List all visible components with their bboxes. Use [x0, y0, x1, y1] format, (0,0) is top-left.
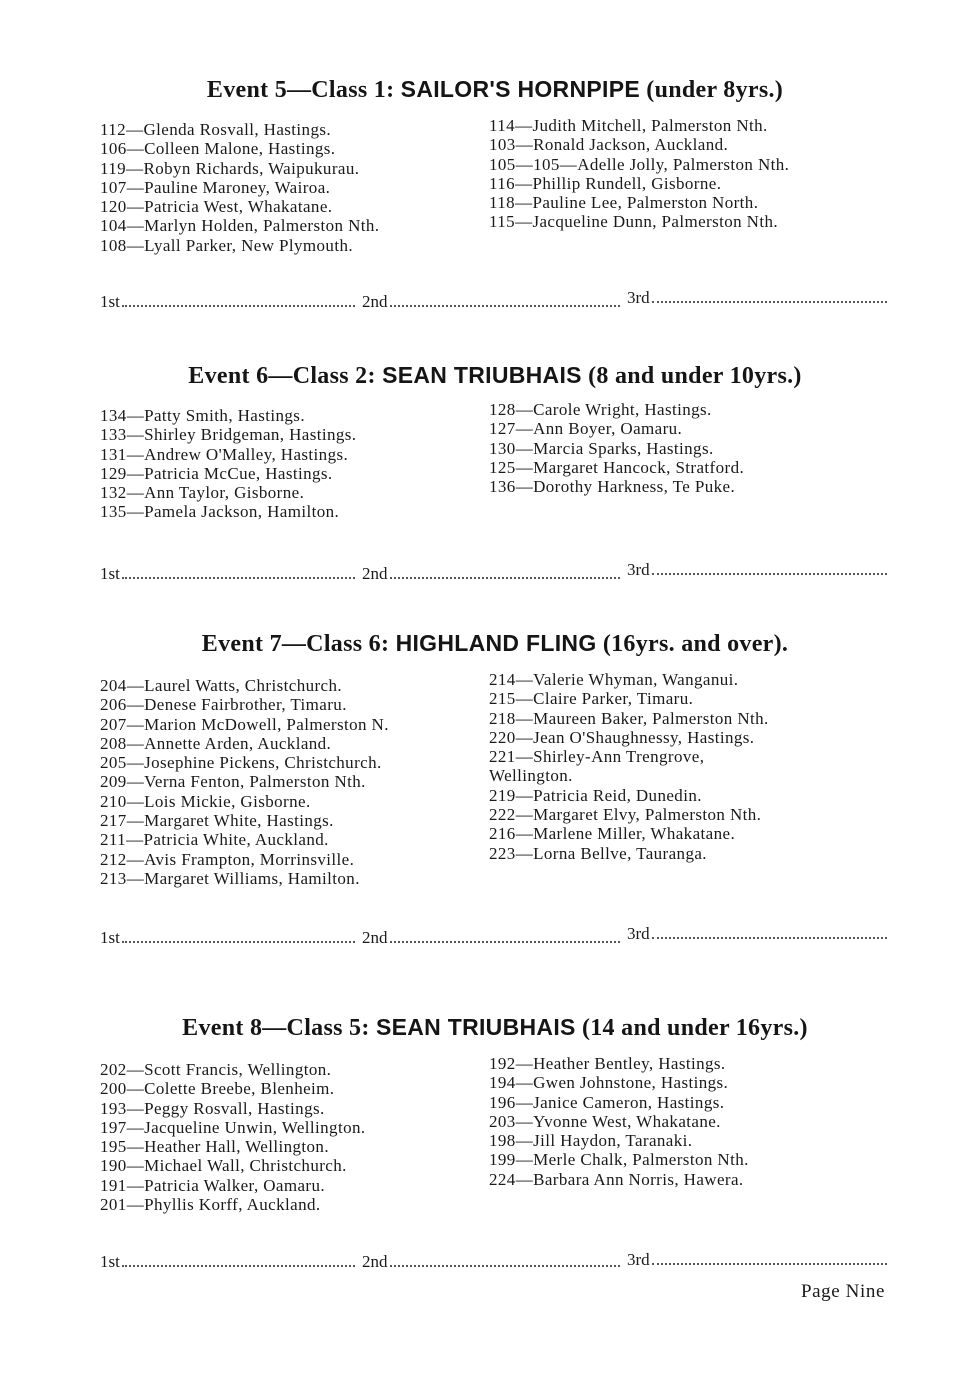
third-place-label: 3rd [627, 1250, 650, 1269]
first-place-label: 1st [100, 564, 120, 583]
entrant-item: 192—Heather Bentley, Hastings. [489, 1054, 726, 1073]
entrant-item: 202—Scott Francis, Wellington. [100, 1060, 332, 1079]
entrant-item: 134—Patty Smith, Hastings. [100, 406, 305, 425]
entrant-item: 127—Ann Boyer, Oamaru. [489, 419, 683, 439]
second-place-field[interactable] [362, 928, 620, 948]
dotted-line [122, 1253, 355, 1267]
entrant-list-left [100, 1060, 366, 1214]
second-place-label: 2nd [362, 292, 388, 311]
entrant-item: 129—Patricia McCue, Hastings. [100, 463, 333, 483]
second-place-field[interactable] [362, 292, 620, 312]
first-place-field[interactable] [100, 564, 355, 584]
dotted-line [390, 565, 621, 579]
placings-row [100, 560, 890, 588]
entrant-item: 106—Colleen Malone, Hastings. [100, 139, 336, 159]
entrant-item: 105—105—Adelle Jolly, Palmerston Nth. [489, 154, 790, 174]
third-place-field[interactable] [627, 924, 887, 944]
third-place-field[interactable] [627, 288, 887, 308]
entrant-item: 116—Phillip Rundell, Gisborne. [489, 173, 722, 193]
entrant-item: 135—Pamela Jackson, Hamilton. [100, 502, 340, 522]
entrant-item: 190—Michael Wall, Christchurch. [100, 1156, 347, 1176]
entrant-item: 198—Jill Haydon, Taranaki. [489, 1131, 693, 1151]
dance-name: HIGHLAND FLING [395, 630, 597, 656]
dotted-line [652, 1251, 887, 1265]
entrant-item: 211—Patricia White, Auckland. [100, 830, 329, 850]
entrant-item: 193—Peggy Rosvall, Hastings. [100, 1098, 325, 1118]
entrant-list-left [100, 120, 379, 255]
dotted-line [122, 565, 355, 579]
second-place-label: 2nd [362, 928, 388, 947]
entrant-list-left [100, 406, 356, 522]
third-place-label: 3rd [627, 924, 650, 943]
first-place-label: 1st [100, 1252, 120, 1271]
entrant-item: 218—Maureen Baker, Palmerston Nth. [489, 708, 769, 728]
entrant-item: 194—Gwen Johnstone, Hastings. [489, 1073, 729, 1093]
entrant-item: 104—Marlyn Holden, Palmerston Nth. [100, 216, 380, 236]
entrant-item: 114—Judith Mitchell, Palmerston Nth. [489, 116, 768, 135]
dance-name: SEAN TRIUBHAIS [382, 362, 582, 388]
age-group: (16yrs. and over). [596, 631, 789, 657]
dotted-line [652, 289, 887, 303]
entrant-item: 128—Carole Wright, Hastings. [489, 400, 712, 419]
dance-name: SEAN TRIUBHAIS [375, 1014, 576, 1040]
entrant-item: 207—Marion McDowell, Palmerston N. [100, 714, 389, 734]
entrant-list-right [489, 116, 789, 232]
entrant-item: 107—Pauline Maroney, Wairoa. [100, 177, 331, 197]
entrant-item: 133—Shirley Bridgeman, Hastings. [100, 425, 357, 445]
entrant-item: 191—Patricia Walker, Oamaru. [100, 1175, 326, 1195]
dotted-line [122, 929, 355, 943]
entrant-item: 200—Colette Breebe, Blenheim. [100, 1079, 335, 1099]
placings-row [100, 1252, 890, 1276]
entrant-item: 196—Janice Cameron, Hastings. [489, 1092, 725, 1112]
third-place-field[interactable] [627, 560, 887, 580]
entrant-item: 216—Marlene Miller, Whakatane. [489, 824, 736, 844]
event-title-prefix: Event 5—Class 1: [206, 77, 401, 103]
entrant-item: 221—Shirley-Ann Trengrove, [489, 747, 705, 767]
entrant-item: 208—Annette Arden, Auckland. [100, 733, 332, 753]
page-number: Page Nine [800, 1281, 885, 1302]
entrant-item: 217—Margaret White, Hastings. [100, 811, 334, 831]
event-title-prefix: Event 7—Class 6: [201, 631, 396, 657]
age-group: (14 and under 16yrs.) [575, 1015, 808, 1041]
entrant-item: 206—Denese Fairbrother, Timaru. [100, 695, 347, 715]
event-title [100, 362, 890, 390]
entrant-item: Wellington. [489, 766, 573, 786]
second-place-field[interactable] [362, 564, 620, 584]
dotted-line [652, 925, 887, 939]
age-group: (under 8yrs.) [640, 77, 784, 103]
event-title-prefix: Event 6—Class 2: [188, 363, 383, 389]
entrant-item: 209—Verna Fenton, Palmerston Nth. [100, 772, 366, 792]
entrant-item: 195—Heather Hall, Wellington. [100, 1137, 329, 1157]
entrant-item: 120—Patricia West, Whakatane. [100, 197, 333, 217]
third-place-field[interactable] [627, 1250, 887, 1270]
second-place-field[interactable] [362, 1252, 620, 1272]
entrant-item: 215—Claire Parker, Timaru. [489, 689, 694, 709]
second-place-label: 2nd [362, 1252, 388, 1271]
entrant-item: 136—Dorothy Harkness, Te Puke. [489, 477, 736, 497]
entrant-item: 115—Jacqueline Dunn, Palmerston Nth. [489, 212, 779, 232]
event-title [100, 630, 890, 658]
dotted-line [122, 293, 355, 307]
entrant-item: 212—Avis Frampton, Morrinsville. [100, 849, 355, 869]
entrant-item: 130—Marcia Sparks, Hastings. [489, 438, 714, 458]
second-place-label: 2nd [362, 564, 388, 583]
entrant-item: 223—Lorna Bellve, Tauranga. [489, 843, 707, 863]
entrant-item: 199—Merle Chalk, Palmerston Nth. [489, 1150, 749, 1170]
first-place-label: 1st [100, 928, 120, 947]
entrant-list-right [489, 670, 769, 863]
entrant-item: 214—Valerie Whyman, Wanganui. [489, 670, 739, 689]
entrant-item: 197—Jacqueline Unwin, Wellington. [100, 1117, 366, 1137]
entrant-item: 131—Andrew O'Malley, Hastings. [100, 444, 349, 464]
age-group: (8 and under 10yrs.) [581, 363, 802, 389]
entrant-item: 118—Pauline Lee, Palmerston North. [489, 193, 759, 213]
entrant-item: 203—Yvonne West, Whakatane. [489, 1111, 721, 1131]
dance-name: SAILOR'S HORNPIPE [400, 76, 640, 102]
entrant-item: 201—Phyllis Korff, Auckland. [100, 1195, 321, 1215]
dotted-line [390, 293, 621, 307]
entrant-item: 222—Margaret Elvy, Palmerston Nth. [489, 805, 762, 825]
third-place-label: 3rd [627, 288, 650, 307]
entrant-item: 108—Lyall Parker, New Plymouth. [100, 235, 353, 255]
first-place-label: 1st [100, 292, 120, 311]
entrant-item: 103—Ronald Jackson, Auckland. [489, 135, 729, 155]
entrant-item: 119—Robyn Richards, Waipukurau. [100, 158, 360, 178]
first-place-field[interactable] [100, 292, 355, 312]
entrant-item: 205—Josephine Pickens, Christchurch. [100, 753, 382, 773]
event-title-prefix: Event 8—Class 5: [182, 1015, 376, 1041]
entrant-item: 132—Ann Taylor, Gisborne. [100, 483, 305, 503]
entrant-item: 224—Barbara Ann Norris, Hawera. [489, 1169, 744, 1189]
entrant-list-left [100, 676, 389, 888]
entrant-item: 219—Patricia Reid, Dunedin. [489, 785, 702, 805]
first-place-field[interactable] [100, 928, 355, 948]
dotted-line [652, 561, 887, 575]
first-place-field[interactable] [100, 1252, 355, 1272]
entrant-item: 220—Jean O'Shaughnessy, Hastings. [489, 727, 755, 747]
entrant-item: 204—Laurel Watts, Christchurch. [100, 676, 343, 695]
entrant-item: 112—Glenda Rosvall, Hastings. [100, 120, 332, 139]
placings-row [100, 288, 890, 316]
entrant-list-right [489, 400, 744, 496]
event-title [100, 76, 890, 104]
entrant-item: 125—Margaret Hancock, Stratford. [489, 457, 745, 477]
event-title [100, 1014, 890, 1042]
third-place-label: 3rd [627, 560, 650, 579]
dotted-line [390, 1253, 621, 1267]
entrant-item: 213—Margaret Williams, Hamilton. [100, 868, 360, 888]
entrant-list-right [489, 1054, 749, 1189]
dotted-line [390, 929, 621, 943]
entrant-item: 210—Lois Mickie, Gisborne. [100, 791, 311, 811]
placings-row [100, 924, 890, 952]
